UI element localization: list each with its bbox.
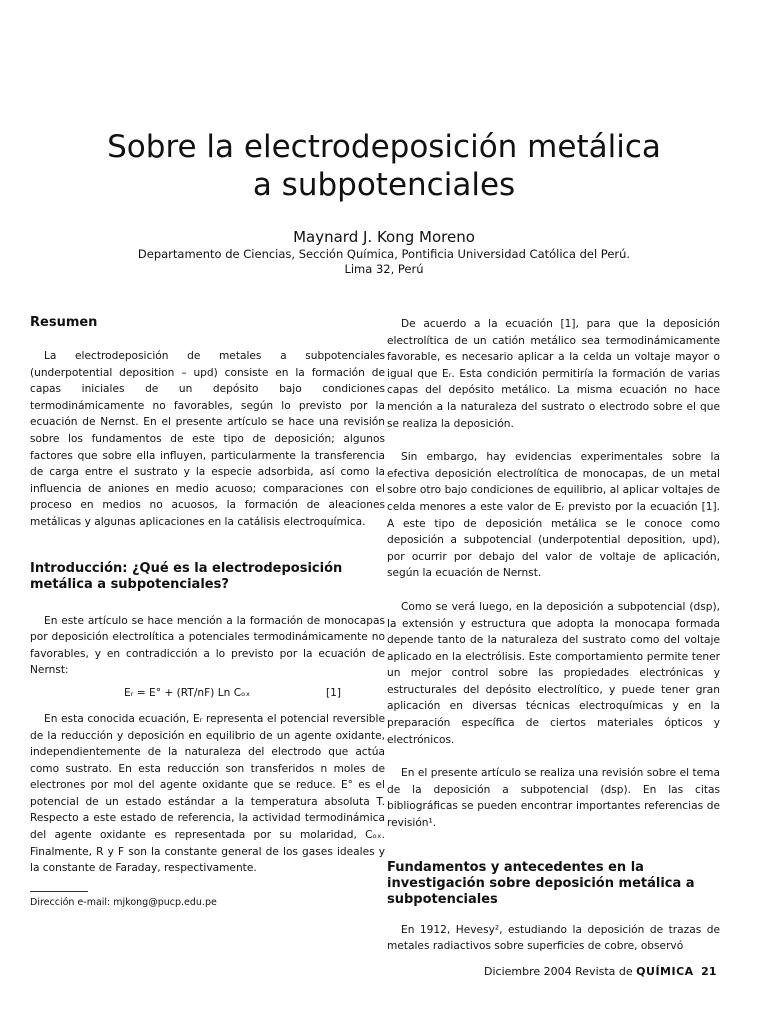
footnote-email: Dirección e-mail: mjkong@pucp.edu.pe bbox=[30, 896, 217, 908]
intro-heading: Introducción: ¿Qué es la electrodeposición metálica a subpotenciales? bbox=[30, 560, 343, 592]
affiliation-line-2: Lima 32, Perú bbox=[344, 262, 424, 276]
title-line-2: a subpotenciales bbox=[252, 167, 516, 203]
nernst-equation bbox=[30, 679, 385, 701]
abstract-heading: Resumen bbox=[30, 315, 98, 330]
footer-date: Diciembre 2004 bbox=[484, 965, 572, 978]
author-name: Maynard J. Kong Moreno bbox=[293, 228, 475, 246]
right-paragraph-5: En 1912, Hevesy², estudiando la deposición de trazas de metales radiactivos sobre superficies de cobre, observó bbox=[387, 923, 720, 953]
footer-journal: Revista de bbox=[575, 965, 633, 978]
abstract-text: La electrodeposición de metales a subpotenciales (underpotential deposition – upd) consiste en la formación de capas iniciales de un depósito bajo condiciones termodinámicamente no favorables, según lo previsto por la ecuación de Nernst. En el presente artículo se hace una revisión sobre los fundamentos de este tipo de deposición; algunos factores que sobre ella influyen, particularmente la transferencia de carga entre el sustrato y la especie adsorbida, así como la influencia de aniones en medio acuoso; comparaciones con el proceso en medios no acuosos, la formación de aleaciones metálicas y algunas aplicaciones en la catálisis electroquímica. bbox=[30, 350, 385, 528]
right-paragraph-3: Como se verá luego, en la deposición a subpotencial (dsp), la extensión y estructura que adopta la monocapa formada depende tanto de la naturaleza del sustrato como del voltaje aplicado en la electrólisis. Este comportamiento permite tener un mejor control sobre las propiedades electrónicas y estructurales del depósito electrolítico, y puede tener gran aplicación en diversas técnicas electroquímicas y en la preparación específica de ciertos materiales ópticos y electrónicos. bbox=[387, 600, 720, 746]
fundamentals-heading: Fundamentos y antecedentes en la investigación sobre deposición metálica a subpotenciales bbox=[387, 859, 695, 907]
equation-number: [1] bbox=[326, 686, 342, 699]
footer-brand: QUÍMICA bbox=[636, 965, 694, 978]
intro-paragraph-2: En esta conocida ecuación, Eᵣ representa el potencial reversible de la reducción y deposición en equilibrio de un agente oxidante, independientemente de la naturaleza del electrodo que actúa como sustrato. En esta reducción son transferidos n moles de electrones por mol del agente oxidante que se reduce. E° es el potencial de un estado estándar a la temperatura absoluta T. Respecto a este estado de referencia, la actividad termodinámica del agente oxidante es representada por su molaridad, Cₒₓ. Finalmente, R y F son la constante general de los gases ideales y la constante de Faraday, respectivamente. bbox=[30, 712, 385, 875]
right-paragraph-4: En el presente artículo se realiza una revisión sobre el tema de la deposición a subpotencial (dsp). En las citas bibliográficas se pueden encontrar importantes referencias de revisión¹. bbox=[387, 767, 720, 830]
right-paragraph-2: Sin embargo, hay evidencias experimentales sobre la efectiva deposición electrolítica de monocapas, de un metal sobre otro bajo condiciones de equilibrio, al aplicar voltajes de celda menores a este valor de Eᵣ previsto por la ecuación [1]. A este tipo de deposición metálica se le conoce como deposición a subpotencial (underpotential deposition, upd), por ocurrir por debajo del valor de voltaje de aplicación, según la ecuación de Nernst. bbox=[387, 451, 720, 580]
affiliation-line-1: Departamento de Ciencias, Sección Química, Pontificia Universidad Católica del Perú. bbox=[137, 247, 631, 261]
right-paragraph-1: De acuerdo a la ecuación [1], para que la deposición electrolítica de un catión metálico sea termodinámicamente favorable, es necesario aplicar a la celda un voltaje mayor o igual que Eᵣ. Esta condición permitiría la formación de varias capas del depósito metálico. La misma ecuación no hace mención a la naturaleza del sustrato o electrodo sobre el que se realiza la deposición. bbox=[387, 318, 720, 430]
article-title bbox=[0, 128, 768, 204]
intro-paragraph-1: En este artículo se hace mención a la formación de monocapas por deposición electrolítica a potenciales termodinámicamente no favorables, y en contradicción a lo previsto por la ecuación de Nernst: bbox=[30, 614, 385, 677]
title-line-1: Sobre la electrodeposición metálica bbox=[107, 129, 661, 165]
affiliation bbox=[0, 247, 768, 277]
page-footer bbox=[484, 965, 716, 978]
page-number: 21 bbox=[701, 965, 717, 978]
right-column bbox=[387, 316, 720, 955]
footnote-rule bbox=[30, 891, 88, 892]
equation-expression: Eᵣ = E° + (RT/nF) Ln Cₒₓ bbox=[124, 686, 251, 699]
left-column bbox=[30, 315, 385, 908]
